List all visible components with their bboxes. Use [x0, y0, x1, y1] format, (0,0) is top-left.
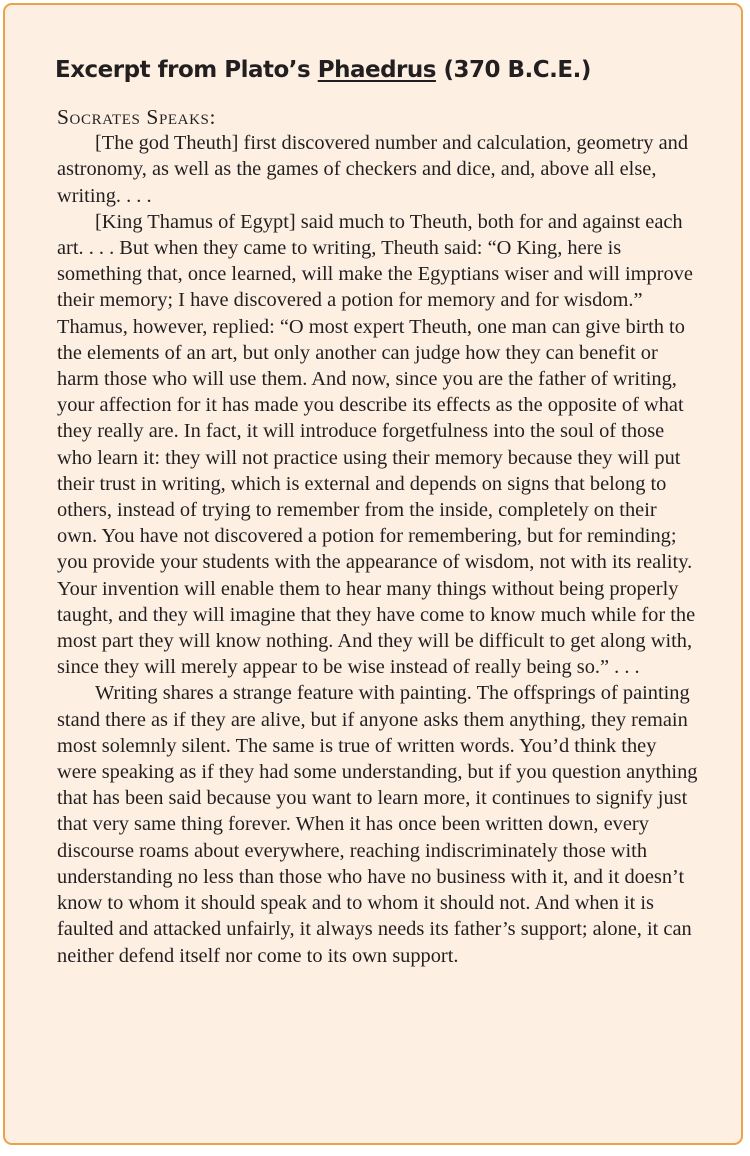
title-suffix: (370 B.C.E.) [435, 57, 591, 83]
excerpt-paragraph: Writing shares a strange feature with painting. The offsprings of painting stand there as if they are alive, but if anyone asks them anything, they remain most solemnly silent. The same is true of written words. You’d think they were speaking as if they had some understanding, but if you question anything that has been said because you want to learn more, it continues to signify just that very same thing forever. When it has once been written down, every discourse roams about everywhere, reaching indiscriminately those with understanding no less than those who have no business with it, and it doesn’t know to whom it should speak and to whom it should not. And when it is faulted and attacked unfairly, it always needs its father’s support; alone, it can neither defend itself nor come to its own support. [57, 682, 698, 967]
excerpt-paragraph: [King Thamus of Egypt] said much to Theuth, both for and against each art. . . . But when they came to writing, Theuth said: “O King, here is something that, once learned, will make the Egyptians wiser and will improve their memory; I have discovered a potion for memory and for wisdom.” Thamus, however, replied: “O most expert Theuth, one man can give birth to the elements of an art, but only another can judge how they can benefit or harm those who will use them. And now, since you are the father of writing, your affection for it has made you describe its effects as the opposite of what they really are. In fact, it will introduce forgetfulness into the soul of those who learn it: they will not practice using their memory because they will put their trust in writing, which is external and depends on signs that belong to others, instead of trying to remember from the inside, completely on their own. You have not discovered a potion for remembering, but for reminding; you provide your students with the appearance of wisdom, not with its reality. Your invention will enable them to hear many things without being properly taught, and they will imagine that they have come to know much while for the most part they will know nothing. And they will be difficult to get along with, since they will merely appear to be wise instead of really being so.” . . . [57, 210, 696, 679]
excerpt-paragraph: [The god Theuth] first discovered number and calculation, geometry and astronomy, as well as the games of checkers and dice, and, above all else, writing. . . . [57, 132, 689, 207]
title-work: Phaedrus [317, 57, 436, 83]
excerpt-text [57, 104, 699, 969]
excerpt-title [55, 54, 591, 86]
title-prefix: Excerpt from Plato’s [55, 57, 318, 83]
speaker-heading: Socrates Speaks: [57, 105, 217, 129]
